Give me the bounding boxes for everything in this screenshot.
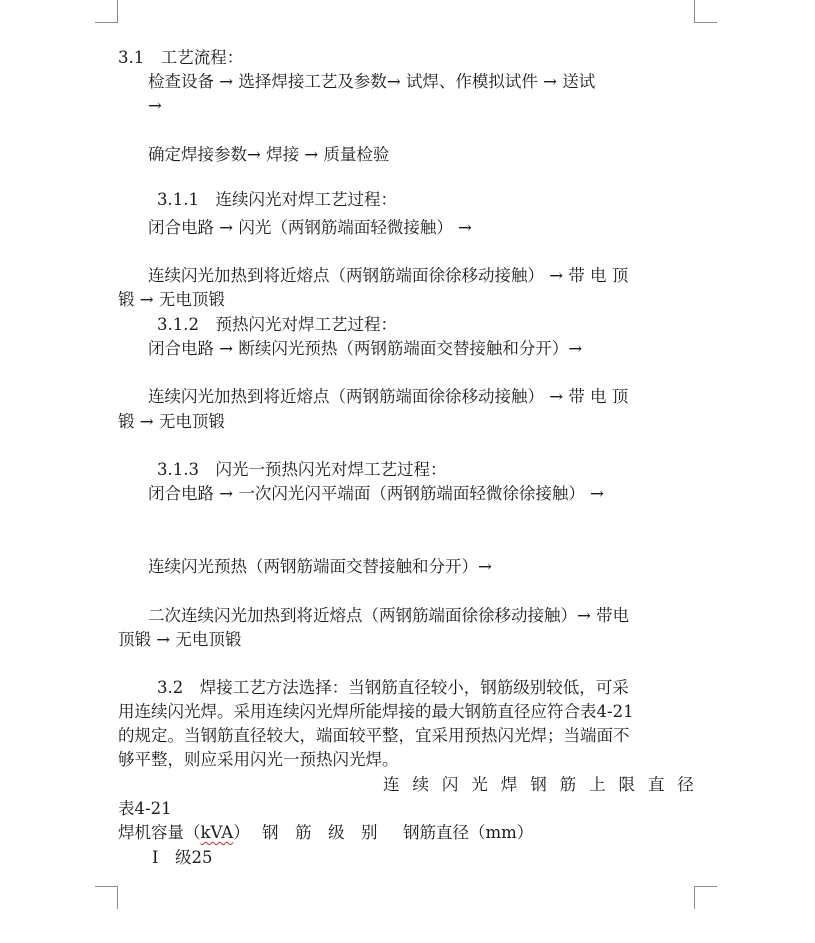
- table-title-char: 闪: [441, 775, 459, 794]
- capacity-label-close: ）: [233, 823, 250, 842]
- table-title-char: 径: [677, 775, 694, 794]
- table-title-char: 直: [647, 775, 665, 794]
- table-title-char: 筋: [559, 775, 577, 794]
- table-header-capacity: [118, 822, 250, 844]
- table-title-char: 光: [471, 775, 488, 794]
- section-3-2-line-3: 的规定。当钢筋直径较大，端面较平整，宜采用预热闪光焊；当端面不: [118, 726, 630, 745]
- process-flow-line-1: 检查设备 → 选择焊接工艺及参数→ 试焊、作模拟试件 → 送试: [148, 72, 596, 91]
- capacity-label: 焊机容量（: [118, 823, 201, 842]
- section-3-1-2-heading: 3.1.2 预热闪光对焊工艺过程：: [157, 315, 397, 334]
- section-3-2-line-4: 够平整，则应采用闪光一预热闪光焊。: [118, 750, 399, 769]
- preheat-flash-step-1: 闭合电路 → 断续闪光预热（两钢筋端面交替接触和分开）→: [148, 339, 583, 358]
- table-title-char: 钢: [530, 775, 547, 794]
- capacity-unit: kVA: [200, 823, 234, 842]
- table-header-diameter: 钢筋直径（mm）: [403, 823, 534, 842]
- continuous-flash-step-1: 闭合电路 → 闪光（两钢筋端面轻微接触） →: [148, 218, 472, 237]
- table-title-char: 续: [412, 775, 429, 794]
- table-title-char: 焊: [500, 775, 518, 794]
- table-row-1: Ⅰ 级25: [152, 848, 213, 867]
- continuous-flash-step-2-cont: 锻 → 无电顶锻: [118, 290, 225, 309]
- preheat-flash-step-2-cont: 锻 → 无电顶锻: [118, 412, 225, 431]
- table-title: [383, 774, 694, 796]
- section-3-2-line-1: 3.2 焊接工艺方法选择：当钢筋直径较小，钢筋级别较低，可采: [157, 678, 629, 697]
- flash-preheat-step-3-cont: 顶锻 → 无电顶锻: [118, 630, 242, 649]
- section-3-1-3-heading: 3.1.3 闪光一预热闪光对焊工艺过程：: [157, 460, 447, 479]
- corner-mark-top-right: [694, 0, 717, 23]
- process-flow-line-2: 确定焊接参数→ 焊接 → 质量检验: [148, 145, 390, 164]
- corner-mark-bottom-left: [95, 886, 118, 909]
- corner-mark-bottom-right: [694, 886, 717, 909]
- section-3-1-1-heading: 3.1.1 连续闪光对焊工艺过程：: [157, 190, 397, 209]
- flash-preheat-step-2: 连续闪光预热（两钢筋端面交替接触和分开）→: [148, 557, 492, 576]
- continuous-flash-step-2: 连续闪光加热到将近熔点（两钢筋端面徐徐移动接触） → 带 电 顶: [148, 266, 629, 285]
- flash-preheat-step-1: 闭合电路 → 一次闪光闪平端面（两钢筋端面轻微徐徐接触） →: [148, 484, 604, 503]
- table-title-char: 限: [618, 775, 635, 794]
- corner-mark-top-left: [95, 0, 118, 23]
- table-number: 表4-21: [118, 799, 172, 818]
- section-3-1-heading: 3.1 工艺流程：: [118, 48, 244, 67]
- table-header-grade: 钢 筋 级 别: [262, 823, 378, 842]
- flash-preheat-step-3: 二次连续闪光加热到将近熔点（两钢筋端面徐徐移动接触）→ 带电: [148, 606, 630, 625]
- preheat-flash-step-2: 连续闪光加热到将近熔点（两钢筋端面徐徐移动接触） → 带 电 顶: [148, 387, 629, 406]
- table-title-char: 上: [589, 775, 606, 794]
- process-flow-arrow: →: [148, 96, 162, 115]
- table-title-char: 连: [383, 775, 400, 794]
- section-3-2-line-2: 用连续闪光焊。采用连续闪光焊所能焊接的最大钢筋直径应符合表4-21: [118, 702, 634, 721]
